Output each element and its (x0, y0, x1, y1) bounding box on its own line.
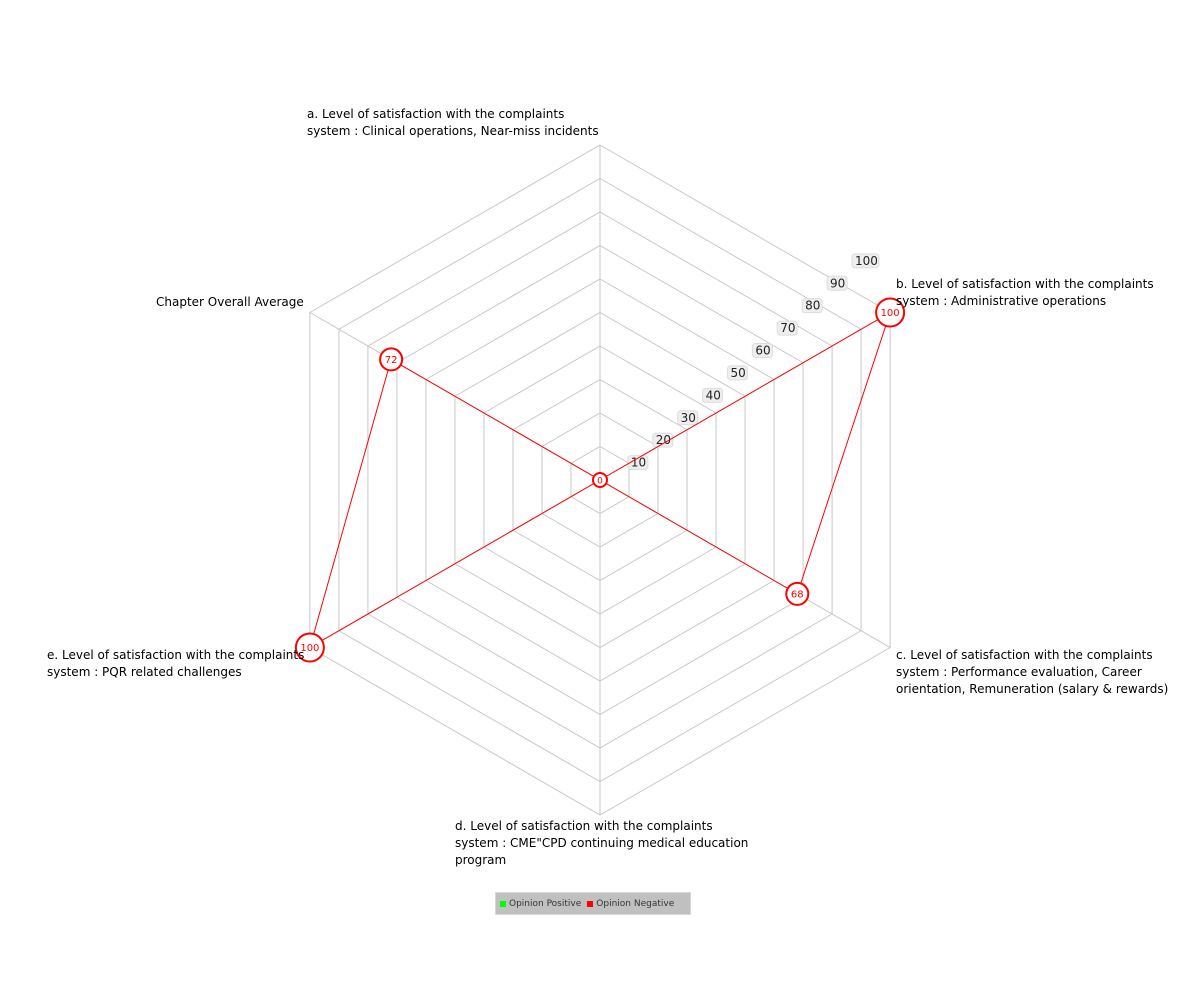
axis-label-overall-average: Chapter Overall Average (156, 295, 304, 309)
data-label-1-2: 68 (790, 589, 804, 601)
data-point-1-5 (380, 348, 402, 370)
data-point-1-0 (593, 473, 607, 487)
data-label-1-5: 72 (384, 354, 398, 366)
r-tick-label-100: 100 (854, 253, 878, 268)
r-tick-80 (802, 299, 822, 313)
r-tick-label-30: 30 (680, 410, 696, 425)
r-tick-70 (777, 321, 797, 335)
data-point-1-2 (786, 583, 808, 605)
data-label-1-1: 100 (880, 308, 900, 319)
r-tick-30 (678, 411, 698, 425)
r-tick-label-40: 40 (705, 388, 721, 403)
data-label-1-4: 100 (300, 643, 320, 654)
legend (495, 892, 691, 915)
r-tick-label-10: 10 (630, 455, 647, 470)
r-tick-60 (752, 344, 772, 358)
r-tick-label-70: 70 (780, 321, 796, 336)
r-tick-label-20: 20 (655, 433, 672, 448)
r-tick-label-80: 80 (805, 298, 821, 313)
axis-label-a: a. Level of satisfaction with the complaints system : Clinical operations, Near-miss incidents (307, 107, 599, 138)
r-tick-100 (852, 254, 879, 268)
radial-tick-labels (628, 254, 879, 470)
axis-label-b: b. Level of satisfaction with the complaints system : Administrative operations (896, 277, 1154, 308)
r-tick-40 (703, 388, 723, 402)
legend-item-negative[interactable] (587, 899, 674, 909)
r-tick-50 (727, 366, 747, 380)
legend-swatch-negative (587, 901, 593, 907)
axis-label-e: e. Level of satisfaction with the complaints system : PQR related challenges (47, 648, 305, 679)
r-tick-90 (827, 276, 847, 290)
legend-label-negative: Opinion Negative (596, 898, 675, 909)
legend-item-positive[interactable] (500, 899, 581, 909)
data-label-1-0: 0 (597, 476, 603, 487)
r-tick-label-50: 50 (730, 365, 746, 380)
axis-label-c: c. Level of satisfaction with the complaints system : Performance evaluation, Career orientation, Remuneration (salary & rewards) (896, 648, 1169, 696)
legend-label-positive: Opinion Positive (509, 898, 582, 909)
legend-swatch-positive (500, 901, 506, 907)
axis-label-d: d. Level of satisfaction with the complaints system : CME"CPD continuing medical education program (455, 819, 749, 867)
r-tick-label-90: 90 (830, 276, 846, 291)
r-tick-label-60: 60 (755, 343, 771, 358)
